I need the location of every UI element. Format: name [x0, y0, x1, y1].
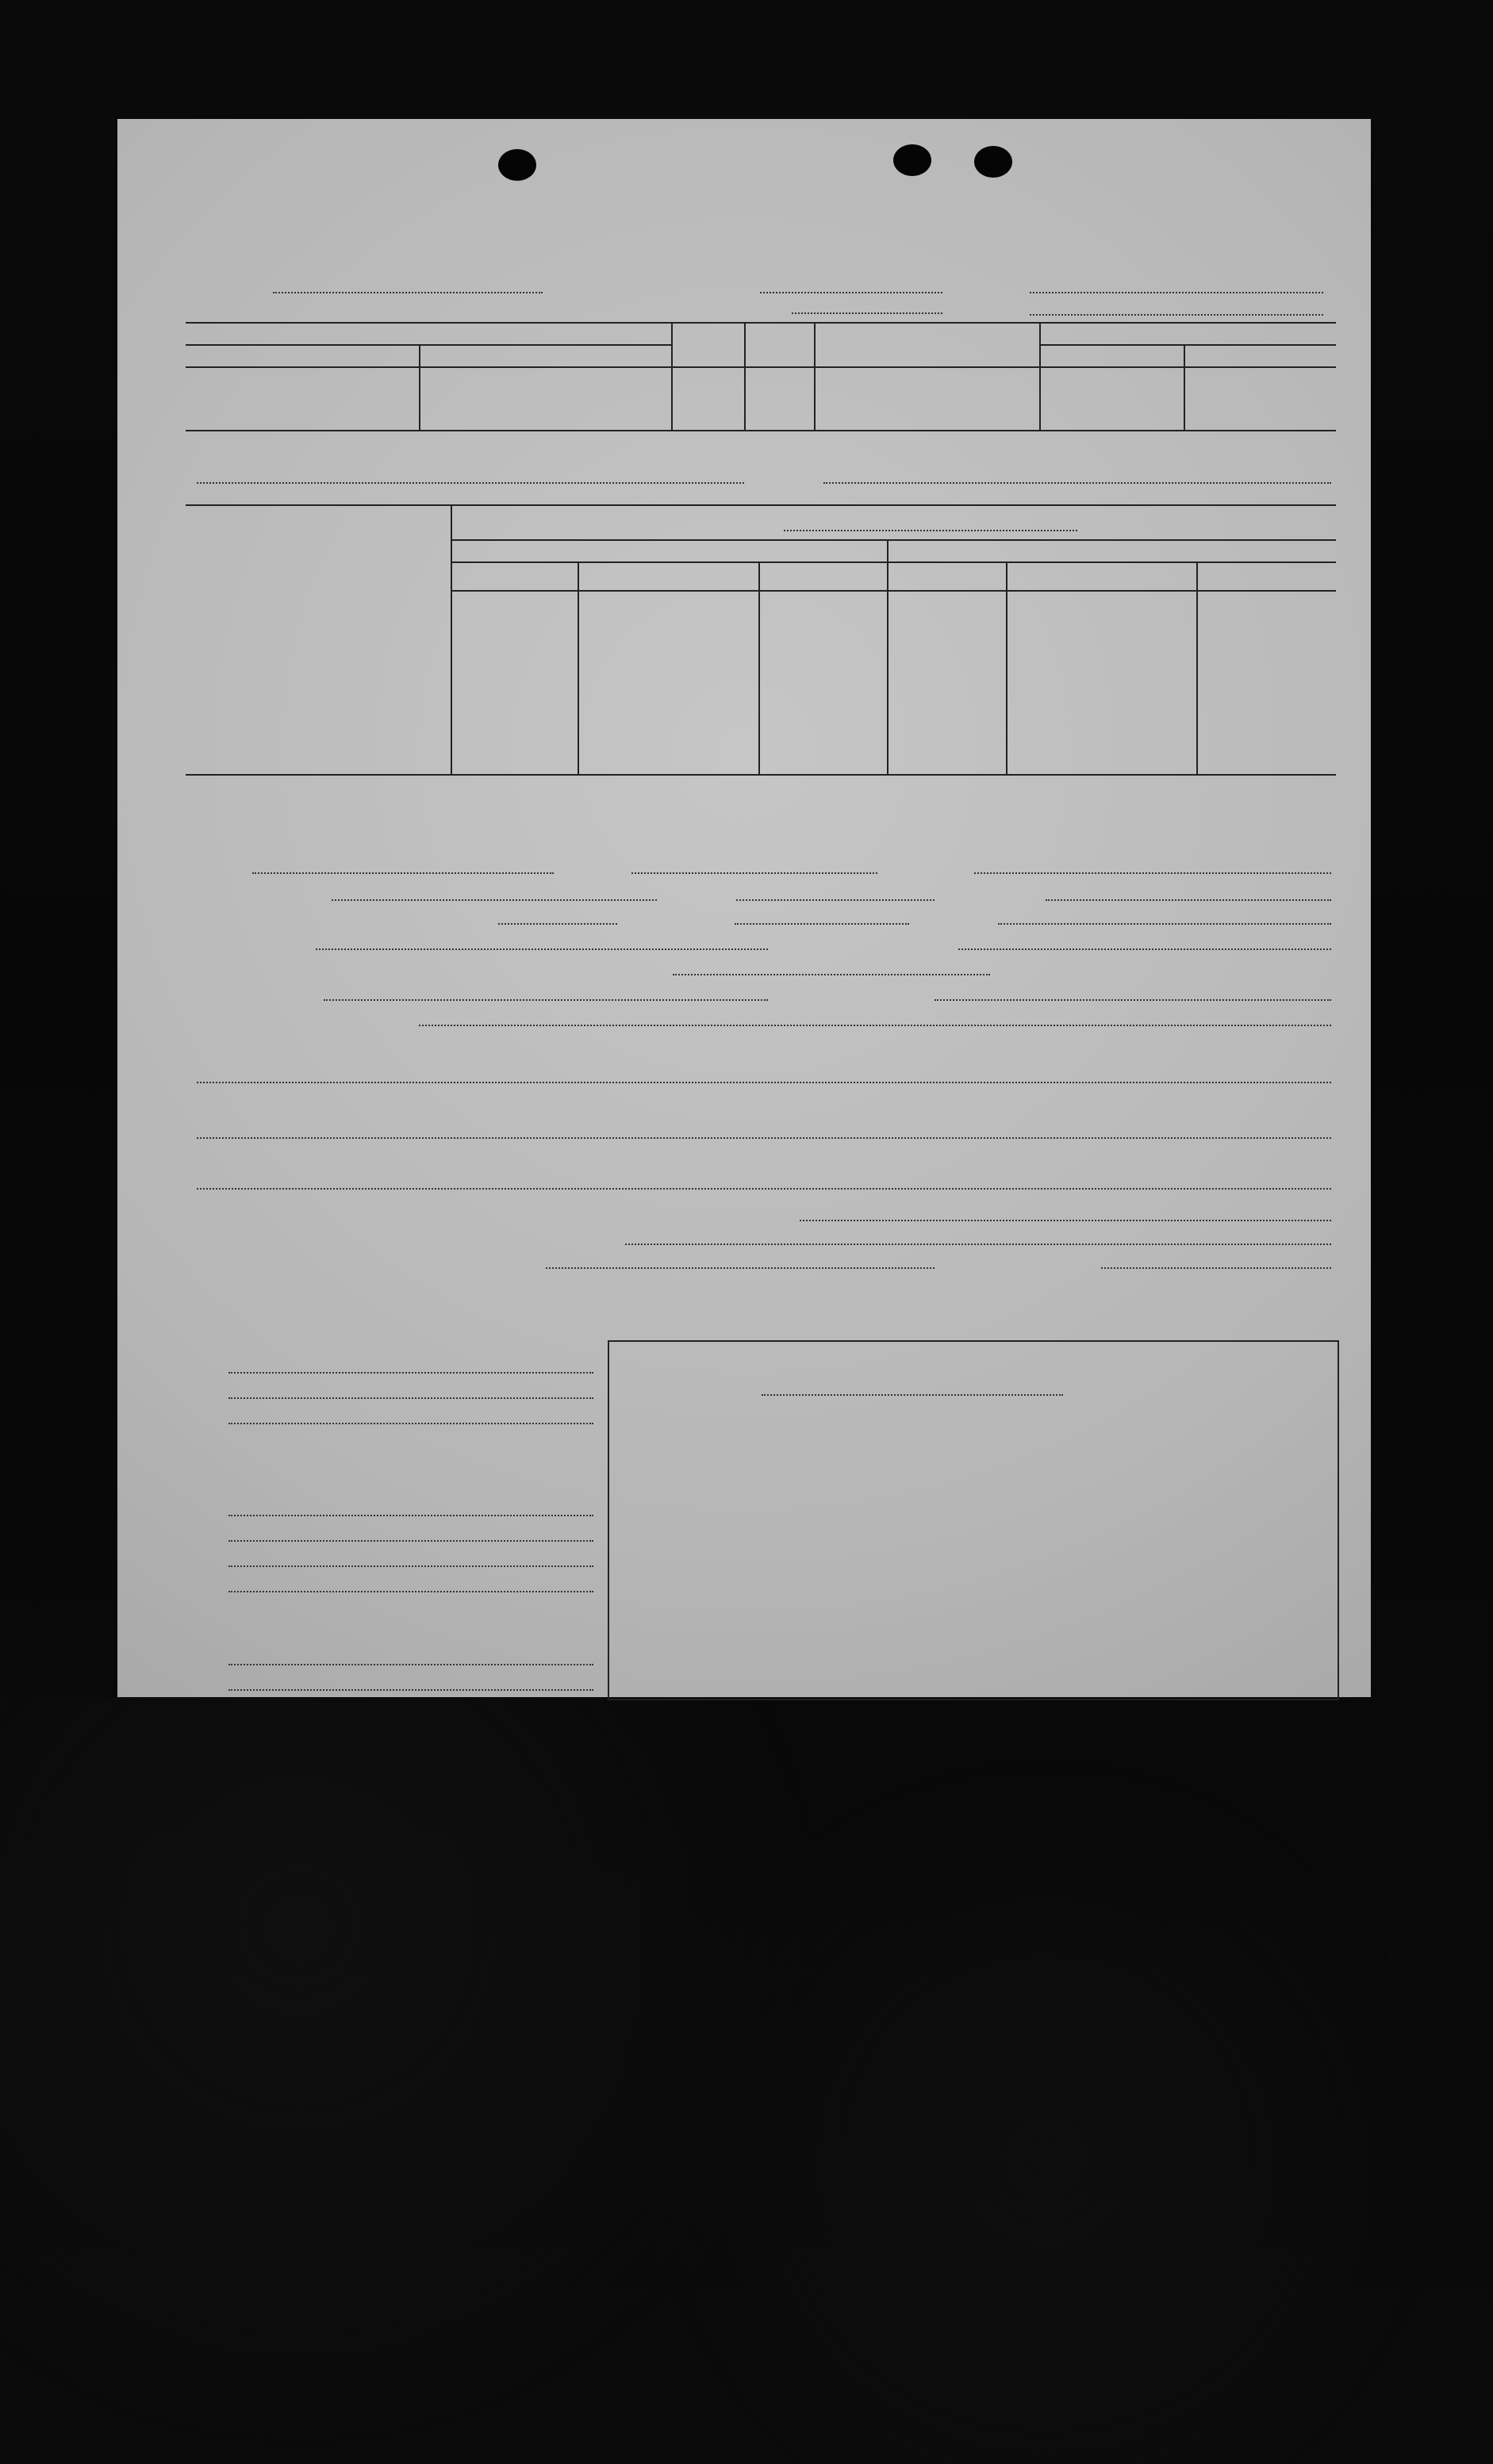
passport-line [784, 530, 1077, 531]
immigration-list-line [762, 1394, 1063, 1396]
col-divider [887, 539, 889, 774]
col-divider [1184, 344, 1185, 430]
calling-line [935, 999, 1331, 1001]
accompanied-line [316, 948, 768, 950]
table-top-rule [186, 322, 1336, 324]
ticket-date-line [736, 899, 935, 901]
ticket-line-2 [228, 1664, 593, 1665]
item4-sub-rule-2 [451, 561, 1336, 563]
final-dest-line [197, 1137, 1331, 1139]
relationship-line [958, 948, 1331, 950]
embark-sub-rule [1039, 344, 1336, 346]
health-line-2 [228, 1397, 593, 1399]
arriving-line [792, 312, 942, 314]
departing-line [760, 292, 942, 293]
health-line-3 [228, 1423, 593, 1424]
deformity-line-1 [228, 1515, 593, 1516]
date-line-1 [1030, 292, 1323, 293]
departure-line [800, 1220, 1331, 1221]
passage-line [1046, 899, 1331, 901]
visa-no-line [252, 872, 554, 874]
join-line [197, 1188, 1331, 1190]
punch-hole [974, 146, 1012, 178]
issued-line [631, 872, 877, 874]
item4-divider [451, 504, 452, 774]
col-divider [1006, 561, 1007, 774]
aircraft-line [273, 292, 543, 293]
residence-line [419, 1025, 1331, 1026]
date-line-2 [1030, 314, 1323, 316]
issue-date-line [974, 872, 1331, 874]
col-divider [1039, 322, 1041, 430]
deformity-line-3 [228, 1565, 593, 1567]
destination-line [197, 482, 744, 484]
item4-top-rule [186, 504, 1336, 506]
punch-hole [498, 149, 536, 181]
table-bottom-rule [186, 430, 1336, 431]
name-sub-rule [186, 344, 671, 346]
complexion-line [498, 923, 617, 925]
item5-top-rule [186, 774, 1336, 776]
item4-sub-rule [451, 539, 1336, 541]
header-bottom-rule [186, 366, 1336, 368]
temp-destination-line [823, 482, 1331, 484]
read-line [673, 974, 990, 975]
deformity-line-4 [228, 1591, 593, 1592]
punch-hole [893, 144, 931, 176]
ticket-line [332, 899, 657, 901]
col-divider [419, 344, 420, 430]
eyes-line [998, 923, 1331, 925]
deformity-line-2 [228, 1540, 593, 1542]
relative-line [197, 1082, 1331, 1083]
item4-sub-rule-3 [451, 590, 1336, 592]
hair-line [735, 923, 909, 925]
ticket-line-3 [228, 1689, 593, 1691]
col-divider [758, 561, 760, 774]
col-divider [1196, 561, 1198, 774]
col-divider [744, 322, 746, 430]
purpose-line [546, 1267, 935, 1269]
col-divider [578, 561, 579, 774]
stay-line [1101, 1267, 1331, 1269]
health-line-1 [228, 1372, 593, 1374]
col-divider [814, 322, 816, 430]
before-line [625, 1243, 1331, 1245]
birth-line [324, 999, 768, 1001]
col-divider [671, 322, 673, 430]
